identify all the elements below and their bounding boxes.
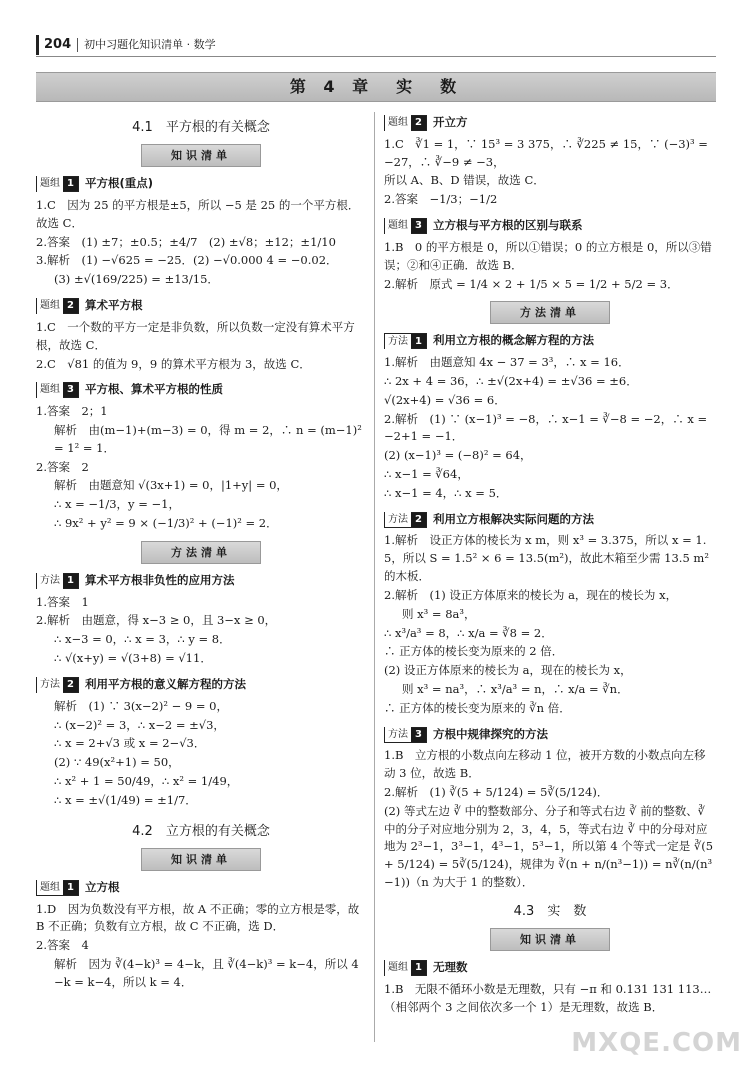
- group-title: 开立方: [432, 115, 468, 129]
- tag-label: 题组: [37, 382, 63, 398]
- group-heading: [384, 217, 716, 235]
- tag-label: 题组: [385, 960, 411, 976]
- answer-line: ∴ 9x² + y² = 9 × (−1/3)² + (−1)² = 2．: [54, 516, 278, 530]
- tag-label: 题组: [37, 880, 63, 896]
- group-tag: [384, 960, 427, 976]
- answer-line: ∴ (x−2)² = 3，∴ x−2 = ±√3，: [54, 717, 225, 732]
- tag-number: 3: [411, 728, 426, 742]
- answer-line: (3) ±√(169/225) = ±13/15．: [54, 272, 219, 287]
- group-heading: [384, 114, 716, 132]
- method-heading: [36, 572, 366, 590]
- answer-line: ∴ x³/a³ = 8，∴ x/a = ∛8 = 2．: [384, 625, 553, 640]
- answer-line: ∴ 正方体的棱长变为原来的 2 倍．: [384, 644, 564, 659]
- method-list-banner: 方法清单: [141, 541, 261, 564]
- answer-line: 1.解析 由题意知 4x − 37 = 3³，∴ x = 16．: [384, 355, 630, 370]
- tag-label: 方法: [385, 727, 411, 743]
- group-tag: [36, 298, 79, 314]
- group-heading: [36, 297, 366, 315]
- answer-line: ∴ 正方体的棱长变为原来的 ∛n 倍．: [384, 700, 571, 715]
- tag-label: 方法: [385, 334, 411, 350]
- tag-label: 方法: [385, 512, 411, 528]
- answer-line: ∴ x−1 = 4，∴ x = 5．: [384, 485, 508, 500]
- tag-label: 题组: [385, 218, 411, 234]
- tag-label: 方法: [37, 573, 63, 589]
- watermark: MXQE.COM: [571, 1027, 742, 1058]
- group-tag: [384, 218, 427, 234]
- chapter-banner: [36, 72, 716, 102]
- method-list-banner: 方法清单: [490, 301, 610, 324]
- page-number: 204: [36, 35, 71, 55]
- tag-label: 题组: [385, 115, 411, 131]
- group-heading: [36, 879, 366, 897]
- running-head: [36, 34, 216, 56]
- answer-line: 1.答案 1: [36, 594, 89, 609]
- group-heading: [36, 381, 366, 399]
- method-heading: [384, 511, 716, 529]
- answer-line: 3.解析 (1) −√625 = −25．(2) −√0.000 4 = −0.02．: [36, 253, 338, 268]
- section-title-4-3: 4.3 实 数: [513, 903, 587, 919]
- knowledge-list-banner: 知识清单: [141, 144, 261, 167]
- answer-line: ∴ x−1 = ∛64，: [384, 467, 469, 482]
- group-tag: [36, 382, 79, 398]
- answer-line: 2.解析 (1) 设正方体原来的棱长为 a，现在的棱长为 x，: [384, 587, 678, 602]
- header-rule: [36, 56, 716, 57]
- answer-line: 解析 由题意知 √(3x+1) = 0，|1+y| = 0，: [54, 478, 288, 493]
- answer-line: 1.C 因为 25 的平方根是±5，所以 −5 是 25 的一个平方根．故选 C．: [36, 198, 360, 230]
- section-title-4-1: 4.1 平方根的有关概念: [132, 120, 270, 135]
- tag-label: 方法: [37, 677, 63, 693]
- method-title: 方根中规律探究的方法: [432, 726, 548, 741]
- tag-label: 题组: [37, 176, 63, 192]
- group-title: 平方根、算术平方根的性质: [84, 382, 223, 397]
- answer-line: 2.答案 −1/3；−1/2: [384, 192, 498, 207]
- answer-line: 2.答案 (1) ±7；±0.5；±4/7 (2) ±√8；±12；±1/10: [36, 234, 336, 249]
- group-title: 无理数: [432, 960, 468, 975]
- tag-label: 题组: [37, 298, 63, 314]
- answer-line: (2) 等式左边 ∛ 中的整数部分、分子和等式右边 ∛ 前的整数、∛ 中的分子对应地分别为 2，3，4，5，等式右边 ∛ 中的分母对应地为 2³−1，3³−1，4³−1，5³−1，所以第 4 个等式一定是 ∛(5 + 5/124) = 5∛(5/124)，规律为 ∛(n + n/(n³−1)) = n∛(n/(n³−1))（n 为大于 1 的整数）．: [384, 803, 717, 890]
- tag-number: 2: [63, 678, 78, 692]
- method-title: 利用立方根的概念解方程的方法: [432, 333, 594, 348]
- answer-line: ∴ x = ±√(1/49) = ±1/7．: [54, 792, 197, 807]
- section-title-4-2: 4.2 立方根的有关概念: [132, 823, 270, 839]
- answer-line: 1.解析 设正方体的棱长为 x m，则 x³ = 3.375，所以 x = 1.5，所以 S = 1.5² × 6 = 13.5(m²)，故此木箱至少需 13.5 m² 的木板．: [384, 533, 713, 584]
- method-tag: [384, 512, 427, 528]
- book-title: 初中习题化知识清单 · 数学: [84, 38, 216, 52]
- group-tag: [36, 880, 79, 896]
- method-title: 利用平方根的意义解方程的方法: [84, 676, 246, 691]
- answer-line: (2) ∵ 49(x²+1) = 50，: [54, 755, 180, 770]
- tag-number: 1: [411, 334, 426, 348]
- knowledge-list-banner: 知识清单: [490, 928, 610, 951]
- group-title: 平方根(重点): [84, 176, 153, 191]
- right-column: [384, 112, 716, 1018]
- answer-line: (2) 设正方体原来的棱长为 a，现在的棱长为 x，: [384, 663, 632, 678]
- tag-number: 1: [411, 961, 426, 975]
- tag-number: 3: [63, 383, 78, 397]
- answer-line: 2.解析 原式 = 1/4 × 2 + 1/5 × 5 = 1/2 + 5/2 = 3．: [384, 276, 679, 291]
- method-title: 算术平方根非负性的应用方法: [84, 572, 235, 587]
- group-title: 立方根与平方根的区别与联系: [432, 218, 583, 233]
- method-heading: [384, 726, 716, 744]
- group-heading: [36, 175, 366, 193]
- answer-line: ∴ x = 2+√3 或 x = 2−√3．: [54, 736, 206, 751]
- answer-line: 则 x³ = 8a³，: [402, 606, 476, 621]
- method-tag: [36, 677, 79, 693]
- chapter-title: 第 4 章 实 数: [289, 76, 463, 96]
- method-title: 利用立方根解决实际问题的方法: [432, 511, 594, 526]
- head-separator: [77, 38, 78, 52]
- answer-line: ∴ √(x+y) = √(3+8) = √11．: [54, 651, 212, 666]
- method-heading: [36, 676, 366, 694]
- method-heading: [384, 332, 716, 350]
- answer-line: 则 x³ = na³，∴ x³/a³ = n，∴ x/a = ∛n．: [402, 681, 629, 696]
- answer-line: ∴ x² + 1 = 50/49，∴ x² = 1/49，: [54, 773, 239, 788]
- answer-line: 1.C 一个数的平方一定是非负数，所以负数一定没有算术平方根，故选 C．: [36, 319, 355, 352]
- tag-number: 3: [411, 219, 426, 233]
- group-title: 算术平方根: [84, 298, 143, 313]
- tag-number: 1: [63, 177, 78, 191]
- tag-number: 2: [63, 299, 78, 313]
- answer-line: √(2x+4) = √36 = 6．: [384, 392, 506, 407]
- answer-line: 2.答案 4: [36, 938, 89, 953]
- answer-line: 1.B 0 的平方根是 0，所以①错误；0 的立方根是 0，所以③错误；②和④正确．故选 B．: [384, 239, 712, 272]
- answer-line: 1.B 无限不循环小数是无理数，只有 −π 和 0.131 131 113…（相邻两个 3 之间依次多一个 1）是无理数，故选 B．: [384, 981, 712, 1014]
- answer-line: 解析 由(m−1)+(m−3) = 0，得 m = 2，∴ n = (m−1)² = 1² = 1．: [54, 422, 366, 455]
- group-tag: [36, 176, 79, 192]
- answer-line: 1.C ∛1 = 1，∵ 15³ = 3 375，∴ ∛225 ≠ 15，∵ (−3)³ = −27，∴ ∛−9 ≠ −3，: [384, 136, 712, 169]
- answer-line: 2.解析 (1) ∵ (x−1)³ = −8，∴ x−1 = ∛−8 = −2，∴ x = −2+1 = −1．: [384, 411, 711, 444]
- answer-line: (2) (x−1)³ = (−8)² = 64，: [384, 448, 532, 463]
- answer-line: 1.D 因为负数没有平方根，故 A 不正确；零的立方根是零，故 B 不正确；负数有立方根，故 C 不正确，选 D．: [36, 901, 363, 934]
- tag-number: 2: [411, 116, 426, 130]
- group-title: 立方根: [84, 879, 120, 894]
- answer-line: ∴ x = −1/3，y = −1，: [54, 497, 180, 512]
- method-tag: [384, 727, 427, 743]
- left-column: [36, 112, 366, 993]
- answer-line: ∴ 2x + 4 = 36，∴ ±√(2x+4) = ±√36 = ±6．: [384, 373, 638, 388]
- tag-number: 2: [411, 513, 426, 527]
- answer-line: 2.答案 2: [36, 459, 89, 474]
- answer-line: ∴ x−3 = 0，∴ x = 3，∴ y = 8．: [54, 632, 231, 647]
- answer-line: 1.B 立方根的小数点向左移动 1 位，被开方数的小数点向左移动 3 位，故选 B．: [384, 748, 706, 781]
- group-heading: [384, 959, 716, 977]
- answer-line: 2.解析 由题意，得 x−3 ≥ 0，且 3−x ≥ 0，: [36, 613, 277, 628]
- answer-line: 2.解析 (1) ∛(5 + 5/124) = 5∛(5/124)．: [384, 785, 609, 800]
- tag-number: 1: [63, 881, 78, 895]
- method-tag: [36, 573, 79, 589]
- knowledge-list-banner: 知识清单: [141, 848, 261, 871]
- answer-line: 解析 因为 ∛(4−k)³ = 4−k，且 ∛(4−k)³ = k−4，所以 4−k = k−4，所以 k = 4．: [54, 957, 359, 989]
- method-tag: [384, 333, 427, 349]
- column-divider: [374, 112, 375, 1042]
- answer-line: 解析 (1) ∵ 3(x−2)² − 9 = 0，: [54, 698, 228, 713]
- group-tag: [384, 115, 427, 131]
- tag-number: 1: [63, 574, 78, 588]
- answer-line: 2.C √81 的值为 9，9 的算术平方根为 3，故选 C．: [36, 356, 311, 371]
- answer-line: 所以 A、B、D 错误，故选 C．: [384, 173, 545, 188]
- answer-line: 1.答案 2；1: [36, 404, 108, 419]
